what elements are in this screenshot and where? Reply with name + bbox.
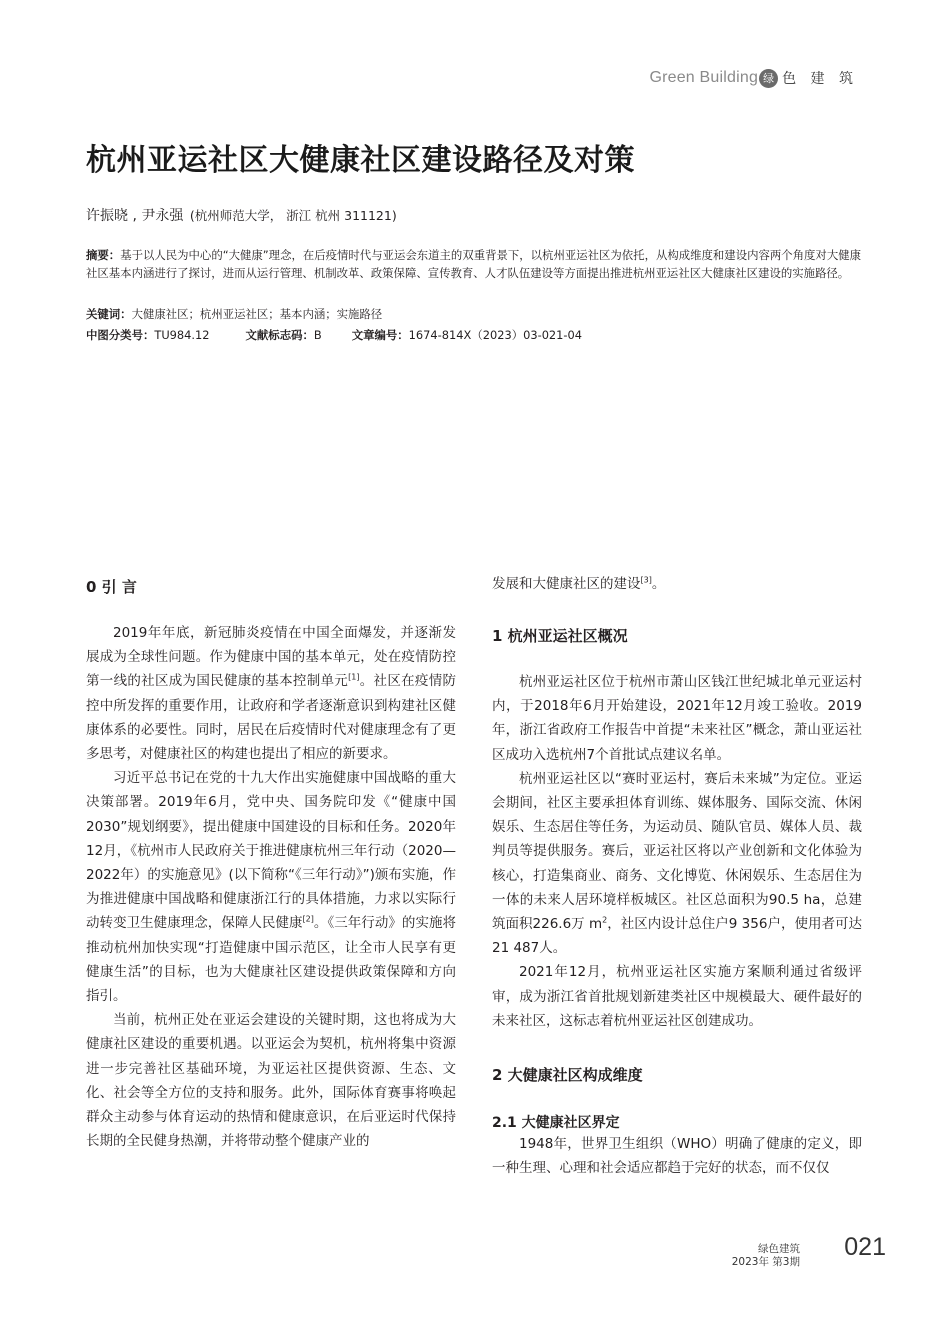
definition-paragraph: 1948年，世界卫生组织（WHO）明确了健康的定义，即一种生理、心理和社会适应都趋于完好的状态，而不仅仅 [492,1136,862,1177]
superscript-2: 2 [602,915,608,925]
footer-journal-name: 绿色建筑 [758,1243,800,1255]
overview-paragraph-3: 2021年12月，杭州亚运社区实施方案顺利通过省级评审，成为浙江省首批规划新建类社区中规模最大、硬件最好的未来社区，这标志着杭州亚运社区创建成功。 [492,964,862,1029]
article-number-label: 文章编号： [351,328,409,342]
overview-paragraph-2: 杭州亚运社区以“赛时亚运村，赛后未来城”为定位。亚运会期间，社区主要承担体育训练、媒体服务、国际交流、休闲娱乐、生态居住等任务，为运动员、随队官员、媒体人员、裁判员等提供服务。赛后，亚运社区将以产业创新和文化体验为核心，打造集商业、商务、文化博览、休闲娱乐、生态居住为一体的未来人居环境样板城区。社区总面积为90.5 ha，总建筑面积226.6万 $m^2$，社区内设计总住户9 356户，使用者可达21 487人。 [492,770,862,957]
classification-line [86,327,582,343]
doc-code-label: 文献标志码： [245,328,314,342]
right-column-continuation [492,572,862,596]
intro-paragraph-2: 习近平总书记在党的十九大作出实施健康中国战略的重大决策部署。2019年6月，党中央、国务院印发《“健康中国2030”规划纲要》，提出健康中国建设的目标和任务。2020年12月，《杭州市人民政府关于推进健康杭州三年行动（2020—2022年）的实施意见》(以下简称“《三年行动》”)颁布实施，作为推进健康中国战略和健康浙江行的具体措施，力求以实际行动转变卫生健康理念，保障人民健康[2]。《三年行动》的实施将推动杭州加快实现“打造健康中国示范区，让全市人民享有更健康生活”的目标，也为大健康社区建设提供政策保障和方向指引。 [86,770,457,1005]
author-names: 许振晓 , 尹永强 [86,208,184,224]
section-2-1-body [492,1132,862,1180]
article-number-value: 1674-814X（2023）03-021-04 [408,328,583,342]
overview-paragraph-1: 杭州亚运社区位于杭州市萧山区钱江世纪城北单元亚运村内，于2018年6月开始建设，2021年12月竣工验收。2019年，浙江省政府工作报告中首提“未来社区”概念，萧山亚运社区成功入选杭州7个首批试点建议名单。 [492,674,862,763]
running-header [649,68,858,88]
abstract [86,246,864,282]
ref-1: [1] [348,672,360,682]
abstract-text: 基于以人民为中心的“大健康”理念，在后疫情时代与亚运会东道主的双重背景下，以杭州亚运社区为依托，从构成维度和建设内容两个角度对大健康社区基本内涵进行了探讨，进而从运行管理、机制改革、政策保障、宣传教育、人才队伍建设等方面提出推进杭州亚运社区大健康社区建设的实施路径。 [86,248,861,280]
journal-chinese-name: 色 建 筑 [782,71,858,87]
ref-3: [3] [640,575,652,585]
section-2-1-heading: 2.1 大健康社区界定 [492,1115,620,1131]
clc-value: TU984.12 [154,328,210,342]
keywords [86,306,382,322]
author-line [86,205,397,225]
left-column-body [86,621,456,1153]
page-number: 021 [844,1233,886,1261]
intro-paragraph-3: 当前，杭州正处在亚运会建设的关键时期，这也将成为大健康社区建设的重要机遇。以亚运会为契机，杭州将集中资源进一步完善社区基础环境，为亚运社区提供资源、生态、文化、社会等全方位的支持和服务。此外，国际体育赛事将唤起群众主动参与体育运动的热情和健康意识，在后亚运时代保持长期的全民健身热潮，并将带动整个健康产业的 [86,1012,456,1150]
paper-title: 杭州亚运社区大健康社区建设路径及对策 [86,143,635,178]
author-affiliation: (杭州师范大学， 浙江 杭州 311121) [189,208,397,223]
footer-issue: 2023年 第3期 [731,1256,800,1268]
keywords-text: 大健康社区；杭州亚运社区；基本内涵；实施路径 [131,307,383,321]
ref-2: [2] [302,914,314,924]
journal-english-name: Green Building [649,69,759,86]
section-2-heading: 2 大健康社区构成维度 [492,1066,643,1084]
journal-logo-badge: 绿 [759,69,778,88]
doc-code-value: B [313,328,322,342]
footer-journal-info [732,1243,800,1269]
continuation-paragraph: 发展和大健康社区的建设[3]。 [492,575,666,592]
keywords-label: 关键词： [86,307,132,321]
section-1-body [492,670,862,1033]
section-1-heading: 1 杭州亚运社区概况 [492,627,628,645]
abstract-label: 摘要： [86,248,121,262]
intro-paragraph-1: 2019年年底，新冠肺炎疫情在中国全面爆发，并逐渐发展成为全球性问题。作为健康中国的基本单元，处在疫情防控第一线的社区成为国民健康的基本控制单元[1]。社区在疫情防控中所发挥的重要作用，让政府和学者逐渐意识到构建社区健康体系的必要性。同时，居民在后疫情时代对健康理念有了更多思考，对健康社区的构建也提出了相应的新要求。 [86,625,457,763]
clc-label: 中图分类号： [86,328,155,342]
section-0-heading: 0 引 言 [86,578,137,596]
